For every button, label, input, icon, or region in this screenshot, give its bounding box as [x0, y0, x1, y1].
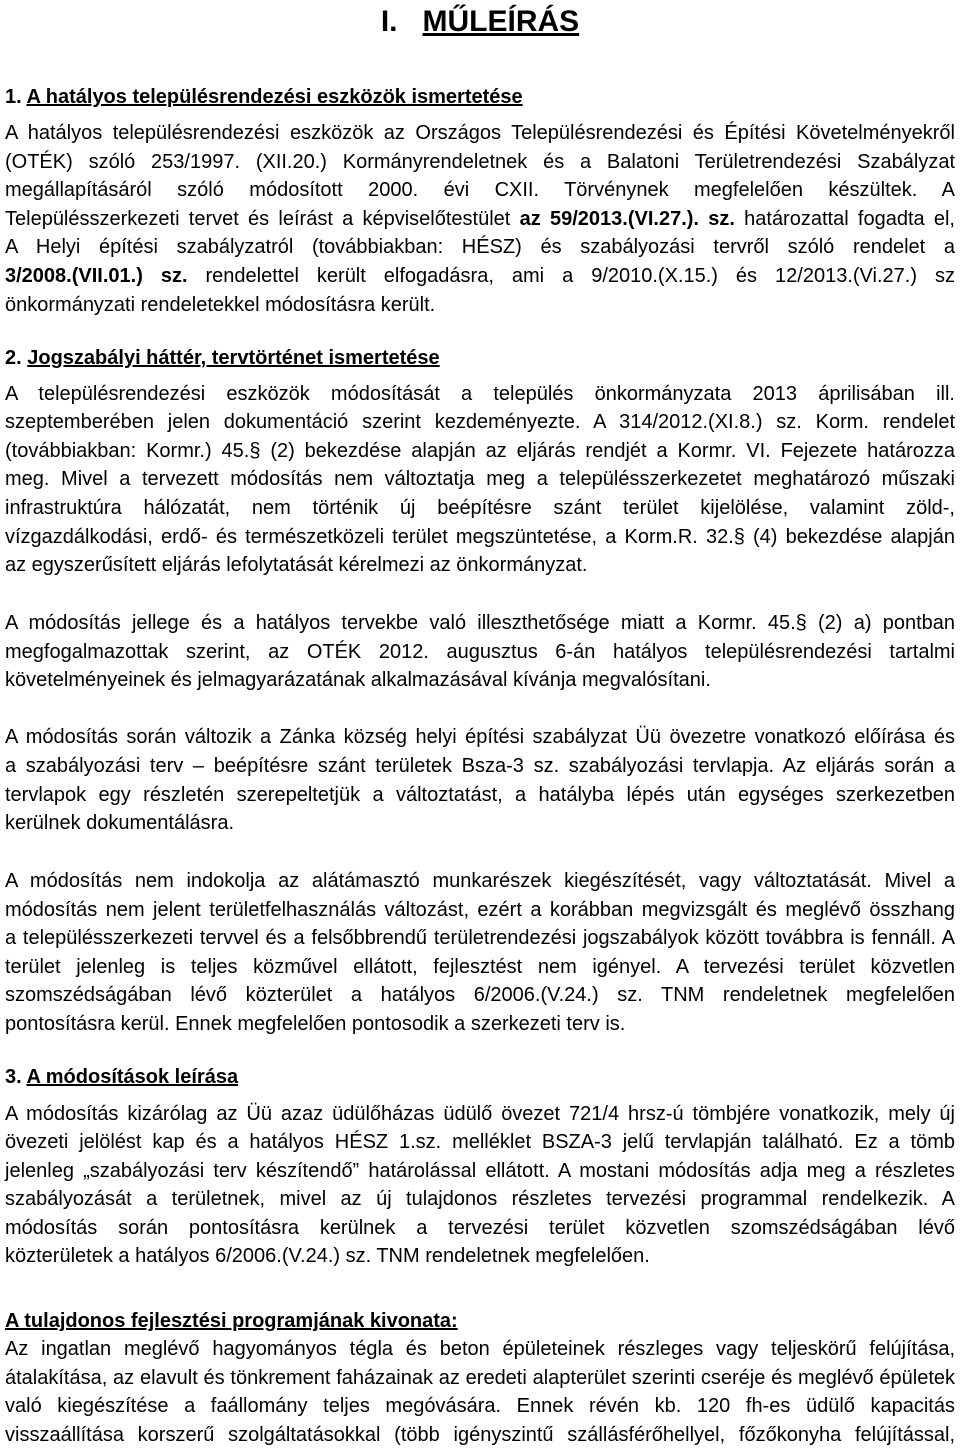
text-line	[5, 954, 955, 981]
text-line	[5, 610, 955, 637]
text-span: pontosításra kerül. Ennek megfelelően pontosodik a szerkezeti terv is.	[5, 1013, 626, 1035]
text-span: módosítás nem jelent területfelhasználás változást, ezért a korábban megvizsgált és meglévő összhang	[5, 899, 955, 921]
text-line	[5, 1365, 955, 1392]
text-span: szabályozását a területnek, mivel az új tulajdonos részletes tervezési programmal rendelkezik. A	[5, 1188, 955, 1210]
text-span: 3/2008.(VII.01.) sz.	[5, 265, 188, 287]
text-span: A tulajdonos fejlesztési programjának kivonata:	[5, 1310, 458, 1332]
text-span: Az ingatlan meglévő hagyományos tégla és beton épületeinek részleges vagy teljeskörű felújítása,	[5, 1338, 955, 1360]
text-line	[5, 753, 955, 780]
text-line	[5, 206, 955, 233]
text-line	[5, 1422, 955, 1449]
text-line	[5, 1011, 955, 1038]
text-line	[5, 1158, 955, 1185]
text-span: vízgazdálkodási, erdő- és természetközeli terület megszüntetése, a Korm.R. 32.§ (4) bekezdése alapján	[5, 526, 955, 548]
text-line	[5, 292, 955, 319]
text-span: a szabályozási terv – beépítésre szánt területek Bsza-3 sz. szabályozási tervlapja. Az eljárás során a	[5, 755, 955, 777]
text-span: határozattal fogadta el,	[734, 208, 955, 230]
text-line	[5, 1215, 955, 1242]
text-span: 2.	[5, 347, 28, 369]
text-line	[5, 381, 955, 408]
text-span: (OTÉK) szóló 253/1997. (XII.20.) Kormányrendeletnek és a Balatoni Területrendezési Szabályzat	[5, 151, 955, 173]
text-span: infrastruktúra hálózatát, nem történik új beépítésre szánt terület kijelölése, valamint zöld-,	[5, 497, 955, 519]
text-line	[5, 263, 955, 290]
section-heading	[5, 1308, 955, 1335]
text-span: visszaállítása korszerű szolgáltatásokkal (több igényszintű szállásférőhellyel, főzőkonyha felújítással,	[5, 1424, 955, 1446]
text-span: rendelettel került elfogadásra, ami a 9/2010.(X.15.) és 12/2013.(Vi.27.) sz	[187, 265, 955, 287]
text-line	[5, 1186, 955, 1213]
section-heading	[5, 1064, 955, 1091]
text-span: övezeti jelölést kap és a hatályos HÉSZ 1.sz. melléklet BSZA-3 jelű tervlapján található. Ez a tömb	[5, 1131, 955, 1153]
text-span: (továbbiakban: Kormr.) 45.§ (2) bekezdése alapján az eljárás rendjét a Kormr. VI. Fejezete határozza	[5, 440, 955, 462]
text-span: 3.	[5, 1066, 27, 1088]
text-line	[5, 149, 955, 176]
text-span: A módosítás nem indokolja az alátámasztó munkarészek kiegészítését, vagy változtatását. Mivel a	[5, 870, 955, 892]
text-line	[5, 667, 955, 694]
section-heading	[5, 84, 955, 111]
text-line	[5, 1336, 955, 1363]
text-span: megállapításáról szóló módosított 2000. évi CXII. Törvénynek megfelelően készültek. A	[5, 179, 955, 201]
text-span: A módosítás kizárólag az Üü azaz üdülőházas üdülő övezet 721/4 hrsz-ú tömbjére vonatkozik, mely új	[5, 1103, 955, 1125]
text-span: szeptemberében jelen dokumentáció szerint kezdeményezte. A 314/2012.(XI.8.) sz. Korm. rendelet	[5, 411, 955, 433]
text-line	[5, 1129, 955, 1156]
text-line	[5, 1243, 955, 1270]
text-line	[5, 552, 955, 579]
text-span: az 59/2013.(VI.27.). sz.	[519, 208, 735, 230]
text-line	[5, 120, 955, 147]
text-span: Jogszabályi háttér, tervtörténet ismertetése	[27, 347, 440, 369]
text-span: önkormányzati rendeletekkel módosításra került.	[5, 294, 436, 316]
text-line	[5, 234, 955, 261]
text-line	[5, 724, 955, 751]
text-line	[5, 868, 955, 895]
text-line	[5, 639, 955, 666]
text-line	[5, 495, 955, 522]
text-line	[5, 782, 955, 809]
text-span: megfogalmazottak szerint, az OTÉK 2012. augusztus 6-án hatályos településrendezési tartalmi	[5, 641, 955, 663]
text-span: szomszédságában lévő közterület a hatályos 6/2006.(V.24.) sz. TNM rendeletnek megfelelően	[5, 984, 955, 1006]
text-span: A módosítás során változik a Zánka község helyi építési szabályzat Üü övezetre vonatkozó előírása és	[5, 726, 955, 748]
page-title	[0, 4, 960, 40]
text-span: a településszerkezeti tervvel és a felsőbbrendű területrendezési jogszabályok között továbbra is fennáll. A	[5, 927, 955, 949]
text-span: A hatályos településrendezési eszközök ismertetése	[26, 86, 523, 108]
text-span: A Helyi építési szabályzatról (továbbiakban: HÉSZ) és szabályozási tervről szóló rendelet a	[5, 236, 955, 258]
text-line	[5, 1393, 955, 1420]
text-span: tervlapok egy részletén szerepeltetjük a változtatást, a hatályba lépés után egységes szerkezetben	[5, 784, 955, 806]
text-span: való kiegészítése a faállomány teljes megóvására. Ennek révén kb. 120 fh-es üdülő kapacitás	[5, 1395, 955, 1417]
text-line	[5, 177, 955, 204]
text-span: Településszerkezeti tervet és leírást a képviselőtestület	[5, 208, 520, 230]
text-line	[5, 897, 955, 924]
text-line	[5, 466, 955, 493]
text-line	[5, 409, 955, 436]
text-span: A településrendezési eszközök módosítását a település önkormányzata 2013 áprilisában ill.	[5, 383, 955, 405]
text-span: kerülnek dokumentálásra.	[5, 812, 235, 834]
text-span: 1.	[5, 86, 27, 108]
text-span: módosítás során pontosításra kerülnek a tervezési terület közvetlen szomszédságában lévő	[5, 1217, 955, 1239]
text-line	[5, 438, 955, 465]
text-span: A módosítás jellege és a hatályos tervekbe való illeszthetősége miatt a Kormr. 45.§ (2) a) pontban	[5, 612, 955, 634]
text-span: jelenleg „szabályozási terv készítendő” határolással ellátott. A mostani módosítás adja meg a részletes	[5, 1160, 955, 1182]
text-line	[5, 810, 955, 837]
title-text: MŰLEÍRÁS	[422, 5, 580, 38]
text-span: terület jelenleg is teljes közművel ellátott, fejlesztést nem igényel. A tervezési terület közvetlen	[5, 956, 955, 978]
text-line	[5, 524, 955, 551]
text-span: meg. Mivel a tervezett módosítás nem változtatja meg a településszerkezetet meghatározó műszaki	[5, 468, 955, 490]
text-line	[5, 1101, 955, 1128]
text-span: átalakítása, az elavult és tönkrement faházainak az eredeti alapterület szerinti cseréje és meglévő épületek	[5, 1367, 955, 1389]
title-number: I.	[380, 5, 398, 38]
text-span: követelményeinek és jelmagyarázatának alkalmazásával kívánja megvalósítani.	[5, 669, 711, 691]
text-line	[5, 982, 955, 1009]
text-span: A hatályos településrendezési eszközök az Országos Településrendezési és Építési Követelményekről	[5, 122, 955, 144]
text-span: közterületek a hatályos 6/2006.(V.24.) sz. TNM rendeletnek megfelelően.	[5, 1245, 650, 1267]
text-span: az egyszerűsített eljárás lefolytatását kérelmezi az önkormányzat.	[5, 554, 588, 576]
section-heading	[5, 345, 955, 372]
text-line	[5, 925, 955, 952]
text-span: A módosítások leírása	[26, 1066, 239, 1088]
